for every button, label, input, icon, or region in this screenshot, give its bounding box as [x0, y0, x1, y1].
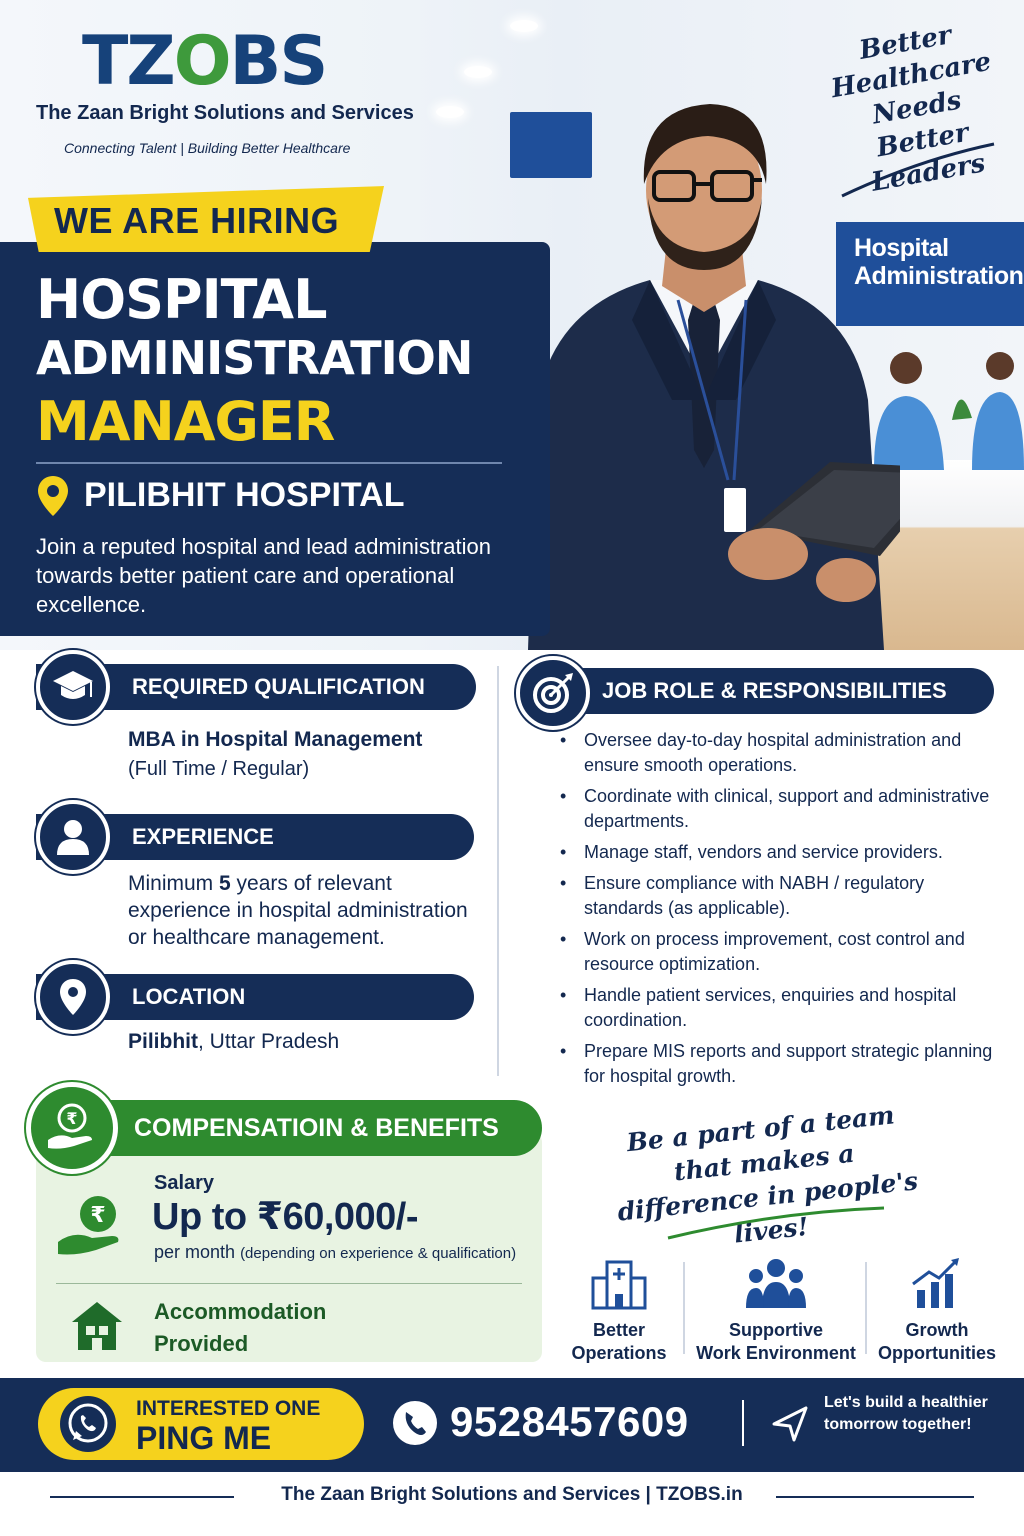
bottom-company-line: The Zaan Bright Solutions and Services | TZOBS.in [281, 1484, 743, 1505]
leaf-person-icon: O [173, 22, 230, 101]
whatsapp-icon[interactable] [58, 1394, 118, 1454]
perk-divider [683, 1262, 685, 1354]
list-item: • Handle patient services, enquiries and hospital coordination. [560, 983, 1000, 1033]
company-name: The Zaan Bright Solutions and Services [36, 102, 414, 124]
list-item: • Prepare MIS reports and support strategic planning for hospital growth. [560, 1039, 1000, 1089]
perk-supportive-environment [694, 1256, 858, 1365]
perk-label: Supportive [728, 1320, 823, 1340]
team-quote-underline [666, 1200, 886, 1240]
experience-text: Minimum 5 years of relevant experience in hospital administration or healthcare management. [128, 872, 468, 949]
perk-better-operations [564, 1256, 674, 1365]
list-item: • Oversee day-to-day hospital administration and ensure smooth operations. [560, 728, 1000, 778]
target-icon [516, 656, 590, 730]
salary-rupee-icon [56, 1192, 130, 1258]
salary-value: Up to ₹60,000/- [152, 1196, 419, 1238]
person-icon [36, 800, 110, 874]
perk-growth-opportunities [876, 1256, 998, 1365]
accommodation-text: Accommodation Provided [154, 1299, 327, 1356]
list-item: • Coordinate with clinical, support and administrative departments. [560, 784, 1000, 834]
qualification-mode: (Full Time / Regular) [128, 758, 310, 780]
ping-label-main: PING ME [136, 1420, 272, 1456]
svg-text:₹: ₹ [90, 1203, 106, 1228]
perk-label: Opportunities [878, 1343, 996, 1363]
team-icon [746, 1256, 806, 1310]
list-item: • Ensure compliance with NABH / regulatory standards (as applicable). [560, 871, 1000, 921]
phone-icon[interactable] [392, 1400, 438, 1446]
qualification-degree: MBA in Hospital Management [128, 728, 423, 751]
ping-label-top: INTERESTED ONE [136, 1397, 321, 1420]
job-title-line-1: HOSPITAL [36, 268, 327, 331]
experience-heading: EXPERIENCE [36, 814, 474, 860]
location-text: Pilibhit, Uttar Pradesh [128, 1030, 340, 1053]
hospital-administration-sign: Hospital Administration [836, 222, 1024, 326]
house-icon [70, 1298, 124, 1352]
responsibilities-heading: JOB ROLE & RESPONSIBILITIES [524, 668, 994, 714]
ceiling-light [436, 106, 464, 118]
job-description: Join a reputed hospital and lead administration towards better patient care and operational excellence. [36, 534, 491, 617]
qualification-heading: REQUIRED QUALIFICATION [36, 664, 476, 710]
team-quote: Be a part of a team that makes a difference in people's lives! [616, 1100, 920, 1249]
map-pin-icon [36, 474, 70, 518]
job-title-line-2: ADMINISTRATION [36, 331, 473, 385]
hospital-icon [589, 1256, 649, 1310]
perk-divider [865, 1262, 867, 1354]
growth-chart-icon [907, 1256, 967, 1310]
company-tagline: Connecting Talent | Building Better Healthcare [64, 140, 351, 156]
job-title-line-3: MANAGER [36, 390, 335, 453]
ceiling-light [510, 20, 538, 32]
company-logo: TZOBS [82, 22, 327, 101]
ceiling-light [464, 66, 492, 78]
list-item: • Manage staff, vendors and service providers. [560, 840, 1000, 865]
hiring-label: WE ARE HIRING [54, 200, 340, 241]
perk-label: Better [592, 1320, 645, 1340]
perk-label: Operations [571, 1343, 667, 1363]
compensation-heading: COMPENSATIOIN & BENEFITS [36, 1100, 542, 1156]
leadership-quote: Better Healthcare Needs Better Leaders [828, 20, 994, 198]
salary-label: Salary [154, 1172, 215, 1194]
location-heading: LOCATION [36, 974, 474, 1020]
location-pin-icon [36, 960, 110, 1034]
compensation-divider [56, 1283, 522, 1284]
hospital-name: PILIBHIT HOSPITAL [84, 476, 405, 514]
quote-underline [838, 140, 998, 200]
paper-plane-icon [772, 1406, 808, 1442]
graduation-cap-icon [36, 650, 110, 724]
footer-divider [742, 1400, 744, 1446]
phone-number-link[interactable]: 9528457609 [450, 1398, 689, 1445]
title-divider [36, 462, 502, 464]
perk-label: Growth [905, 1320, 969, 1340]
responsibilities-list [560, 728, 1000, 1095]
column-divider [497, 666, 499, 1076]
perk-label: Work Environment [696, 1343, 856, 1363]
footer-cta-text: Let's build a healthier tomorrow together! [824, 1394, 988, 1433]
rupee-hand-icon [26, 1082, 118, 1174]
salary-note: per month (depending on experience & qualification) [154, 1242, 517, 1262]
list-item: • Work on process improvement, cost control and resource optimization. [560, 927, 1000, 977]
svg-text:₹: ₹ [66, 1109, 78, 1128]
